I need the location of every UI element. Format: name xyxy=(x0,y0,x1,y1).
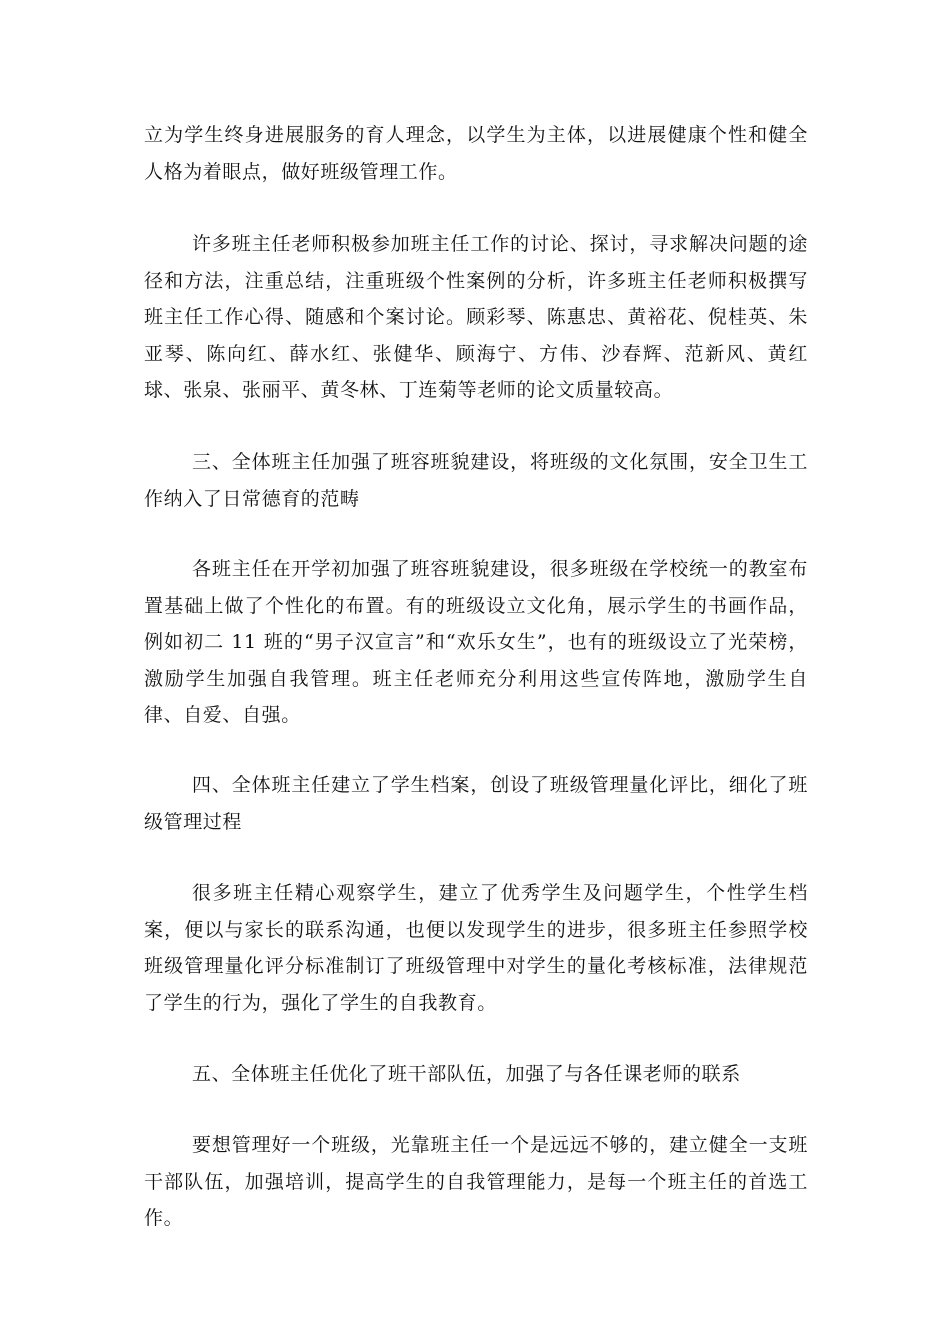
section-heading-5: 五、全体班主任优化了班干部队伍，加强了与各任课老师的联系 xyxy=(192,1063,741,1085)
paragraph-class-cadres: 要想管理好一个班级，光靠班主任一个是远远不够的，建立健全一支班干部队伍，加强培训，提高学生的自我管理能力，是每一个班主任的首选工作。 xyxy=(144,1134,808,1229)
paragraph-continuation: 立为学生终身进展服务的育人理念，以学生为主体，以进展健康个性和健全人格为着眼点，做好班级管理工作。 xyxy=(144,124,808,183)
section-heading-4: 四、全体班主任建立了学生档案，创设了班级管理量化评比，细化了班级管理过程 xyxy=(144,774,808,833)
paragraph-teacher-research: 许多班主任老师积极参加班主任工作的讨论、探讨，寻求解决问题的途径和方法，注重总结，注重班级个性案例的分析，许多班主任老师积极撰写班主任工作心得、随感和个案讨论。顾彩琴、陈惠忠、黄裕花、倪桂英、朱亚琴、陈向红、薛水红、张健华、顾海宁、方伟、沙春辉、范新风、黄红球、张泉、张丽平、黄冬林、丁连菊等老师的论文质量较高。 xyxy=(144,233,808,401)
paragraph-classroom-culture: 各班主任在开学初加强了班容班貌建设，很多班级在学校统一的教室布置基础上做了个性化的布置。有的班级设立文化角，展示学生的书画作品，例如初二 11 班的“男子汉宣言”和“欢乐女生”，也有的班级设立了光荣榜，激励学生加强自我管理。班主任老师充分利用这些宣传阵地，激励学生自律、自爱、自强。 xyxy=(144,558,808,726)
section-heading-3: 三、全体班主任加强了班容班貌建设，将班级的文化氛围，安全卫生工作纳入了日常德育的范畴 xyxy=(144,451,808,510)
paragraph-student-files: 很多班主任精心观察学生，建立了优秀学生及问题学生，个性学生档案，便以与家长的联系沟通，也便以发现学生的进步，很多班主任参照学校班级管理量化评分标准制订了班级管理中对学生的量化考核标准，法律规范了学生的行为，强化了学生的自我教育。 xyxy=(144,882,808,1014)
